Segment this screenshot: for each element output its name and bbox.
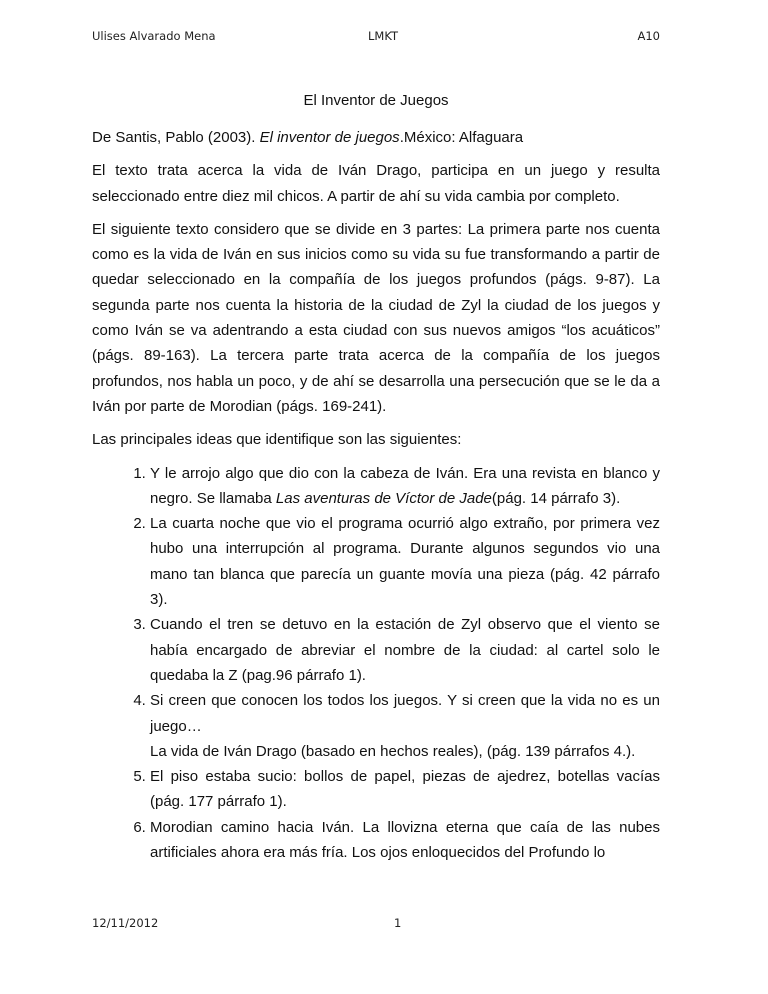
reference-suffix: .México: Alfaguara [399, 129, 524, 146]
idea-text: Morodian camino hacia Iván. La llovizna eterna que caía de las nubes artificiales ahora era más fría. Los ojos enloquecidos del Profundo lo [150, 818, 660, 862]
idea-item [150, 688, 660, 764]
idea-text: Y le arrojo algo que dio con la cabeza de Iván. Era una revista en blanco y negro. Se llamaba [150, 464, 660, 507]
reference-book-title: El inventor de juegos [259, 129, 400, 146]
idea-item [150, 612, 660, 688]
idea-extra-line: La vida de Iván Drago (basado en hechos reales), (pág. 139 párrafos 4.). [150, 742, 636, 760]
document-title: El Inventor de Juegos [303, 92, 449, 109]
ideas-list [92, 461, 660, 866]
idea-item [150, 461, 660, 512]
idea-item [150, 764, 660, 815]
paragraph-ideas-intro: Las principales ideas que identifique son las siguientes: [92, 431, 462, 449]
idea-text-after: (pág. 14 párrafo 3). [491, 489, 621, 507]
paragraph-summary: El texto trata acerca la vida de Iván Drago, participa en un juego y resulta seleccionado entre diez mil chicos. A partir de ahí su vida cambia por completo. [92, 162, 660, 205]
footer-page-number: 1 [394, 916, 402, 930]
header-group: A10 [637, 29, 660, 43]
idea-italic: Las aventuras de Víctor de Jade [275, 489, 492, 507]
header-author: Ulises Alvarado Mena [92, 29, 216, 43]
document-body [92, 125, 660, 865]
paragraph-structure: El siguiente texto considero que se divide en 3 partes: La primera parte nos cuenta como es la vida de Iván en sus inicios como su vida su fue transformando a partir de quedar seleccionado en la compañía de los juegos profundos (págs. 9-87). La segunda parte nos cuenta la historia de la ciudad de Zyl la ciudad de los juegos y como Iván se va adentrando a esta ciudad con sus nuevos amigos “los acuáticos” (págs. 89-163). La tercera parte trata acerca de la compañía de los juegos profundos, nos habla un poco, y de ahí se desarrolla una persecución que se le da a Iván por parte de Morodian (págs. 169-241). [92, 220, 660, 415]
idea-text: Si creen que conocen los todos los juegos. Y si creen que la vida no es un juego… [150, 692, 660, 735]
header-course: LMKT [368, 29, 399, 43]
page-footer [92, 916, 660, 932]
idea-item [150, 511, 660, 612]
footer-date: 12/11/2012 [92, 916, 159, 930]
idea-text: La cuarta noche que vio el programa ocurrió algo extraño, por primera vez hubo una interrupción al programa. Durante algunos segundos vio una mano tan blanca que parecía un guante movía una pieza (pág. 42 párrafo 3). [150, 515, 660, 609]
idea-item [150, 815, 660, 866]
idea-text: El piso estaba sucio: bollos de papel, piezas de ajedrez, botellas vacías (pág. 177 párrafo 1). [150, 768, 660, 811]
idea-text: Cuando el tren se detuvo en la estación de Zyl observo que el viento se había encargado de abreviar el nombre de la ciudad: al cartel solo le quedaba la Z (pag.96 párrafo 1). [150, 616, 660, 684]
reference-prefix: De Santis, Pablo (2003). [92, 129, 260, 146]
reference-line [92, 125, 660, 150]
page-header [92, 29, 660, 45]
